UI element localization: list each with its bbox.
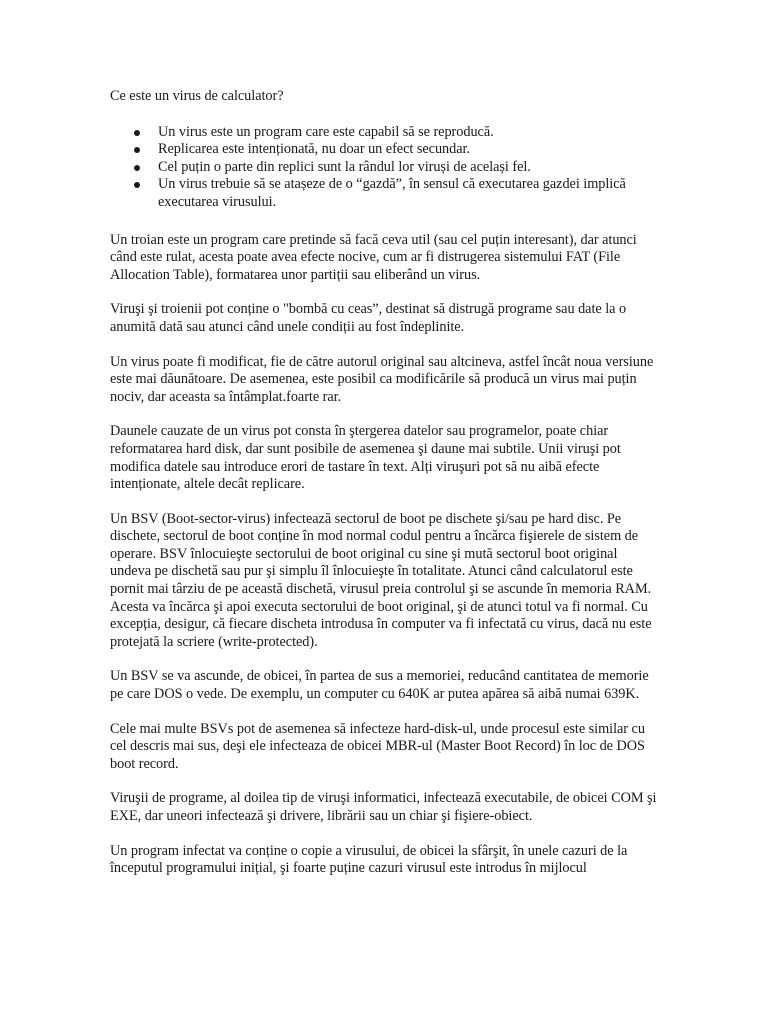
document-page bbox=[110, 88, 658, 895]
bullet-dot-icon bbox=[134, 147, 140, 153]
bullet-dot-icon bbox=[134, 130, 140, 136]
bullet-text: Un virus este un program care este capabil să se reproducă. bbox=[158, 123, 494, 140]
paragraph-bsv-hard-disk: Cele mai multe BSVs pot de asemenea să infecteze hard-disk-ul, unde procesul este similar cu cel descris mai sus, deşi ele infecteaza de obicei MBR-ul (Master Boot Record) în loc de DOS boot record. bbox=[110, 720, 645, 772]
bullet-item bbox=[158, 176, 658, 211]
bullet-item bbox=[158, 141, 658, 159]
bullet-dot-icon bbox=[134, 182, 140, 188]
bullet-list bbox=[110, 124, 658, 212]
document-heading: Ce este un virus de calculator? bbox=[110, 88, 284, 104]
paragraph-infected-program: Un program infectat va conține o copie a virusului, de obicei la sfârşit, în unele cazuri de la începutul programului inițial, şi foarte puține cazuri virusul este introdus în mijlocul bbox=[110, 842, 628, 877]
bullet-item bbox=[158, 159, 658, 177]
bullet-text: Un virus trebuie să se atașeze de o “gazdă”, în sensul că executarea gazdei implică executarea virusului. bbox=[158, 176, 626, 210]
paragraph-trojan: Un troian este un program care pretinde să facă ceva util (sau cel puțin interesant), dar atunci când este rulat, acesta poate avea efecte nocive, cum ar fi distrugerea sistemului FAT (File Allocation Table), formatarea unor partiții sau eliberând un virus. bbox=[110, 231, 637, 283]
bullet-dot-icon bbox=[134, 165, 140, 171]
bullet-text: Replicarea este intenționată, nu doar un efect secundar. bbox=[158, 141, 470, 158]
paragraph-modification: Un virus poate fi modificat, fie de către autorul original sau altcineva, astfel încât noua versiune este mai dăunătoare. De asemenea, este posibil ca modificările să producă un virus mai puțin nociv, dar aceasta sa întâmplat.foarte rar. bbox=[110, 353, 654, 405]
paragraph-program-viruses: Viruşii de programe, al doilea tip de viruşi informatici, infectează executabile, de obicei COM şi EXE, dar uneori infectează şi drivere, librării sau un chiar şi fişiere-obiect. bbox=[110, 790, 657, 824]
bullet-text: Cel puțin o parte din replici sunt la rândul lor viruși de același fel. bbox=[158, 158, 531, 175]
paragraph-damage: Daunele cauzate de un virus pot consta în ştergerea datelor sau programelor, poate chiar reformatarea hard disk, dar sunt posibile de asemenea şi daune mai subtile. Unii viruşi pot modifica datele sau introduce erori de tastare în text. Alți viruşuri pot să nu aibă efecte intenționate, altele decât replicare. bbox=[110, 423, 621, 493]
paragraph-time-bomb: Viruşi şi troienii pot conține o "bombă cu ceas”, destinat să distrugă programe sau date la o anumită dată sau atunci când unele condiții au fost îndeplinite. bbox=[110, 301, 627, 335]
bullet-item bbox=[158, 124, 658, 142]
paragraph-bsv: Un BSV (Boot-sector-virus) infectează sectorul de boot pe dischete şi/sau pe hard disc. Pe dischete, sectorul de boot conține în mod normal codul pentru a încărca fişierele de sistem de operare. BSV înlocuieşte sectorului de boot original cu sine şi mută sectorul boot original undeva pe dischetă sau pur şi simplu îl înlocuieşte în totalitate. Atunci când calculatorul este pornit mai târziu de pe această dischetă, virusul preia controlul şi se ascunde în memoria RAM. Acesta va încărca şi apoi executa sectorului de boot original, şi de atunci totul va fi normal. Cu excepția, desigur, că fiecare discheta introdusa în computer va fi infectată cu virus, dacă nu este protejată la scriere (write-protected). bbox=[110, 510, 652, 650]
paragraph-bsv-memory: Un BSV se va ascunde, de obicei, în partea de sus a memoriei, reducând cantitatea de memorie pe care DOS o vede. De exemplu, un computer cu 640K ar putea apărea să aibă numai 639K. bbox=[110, 668, 649, 703]
